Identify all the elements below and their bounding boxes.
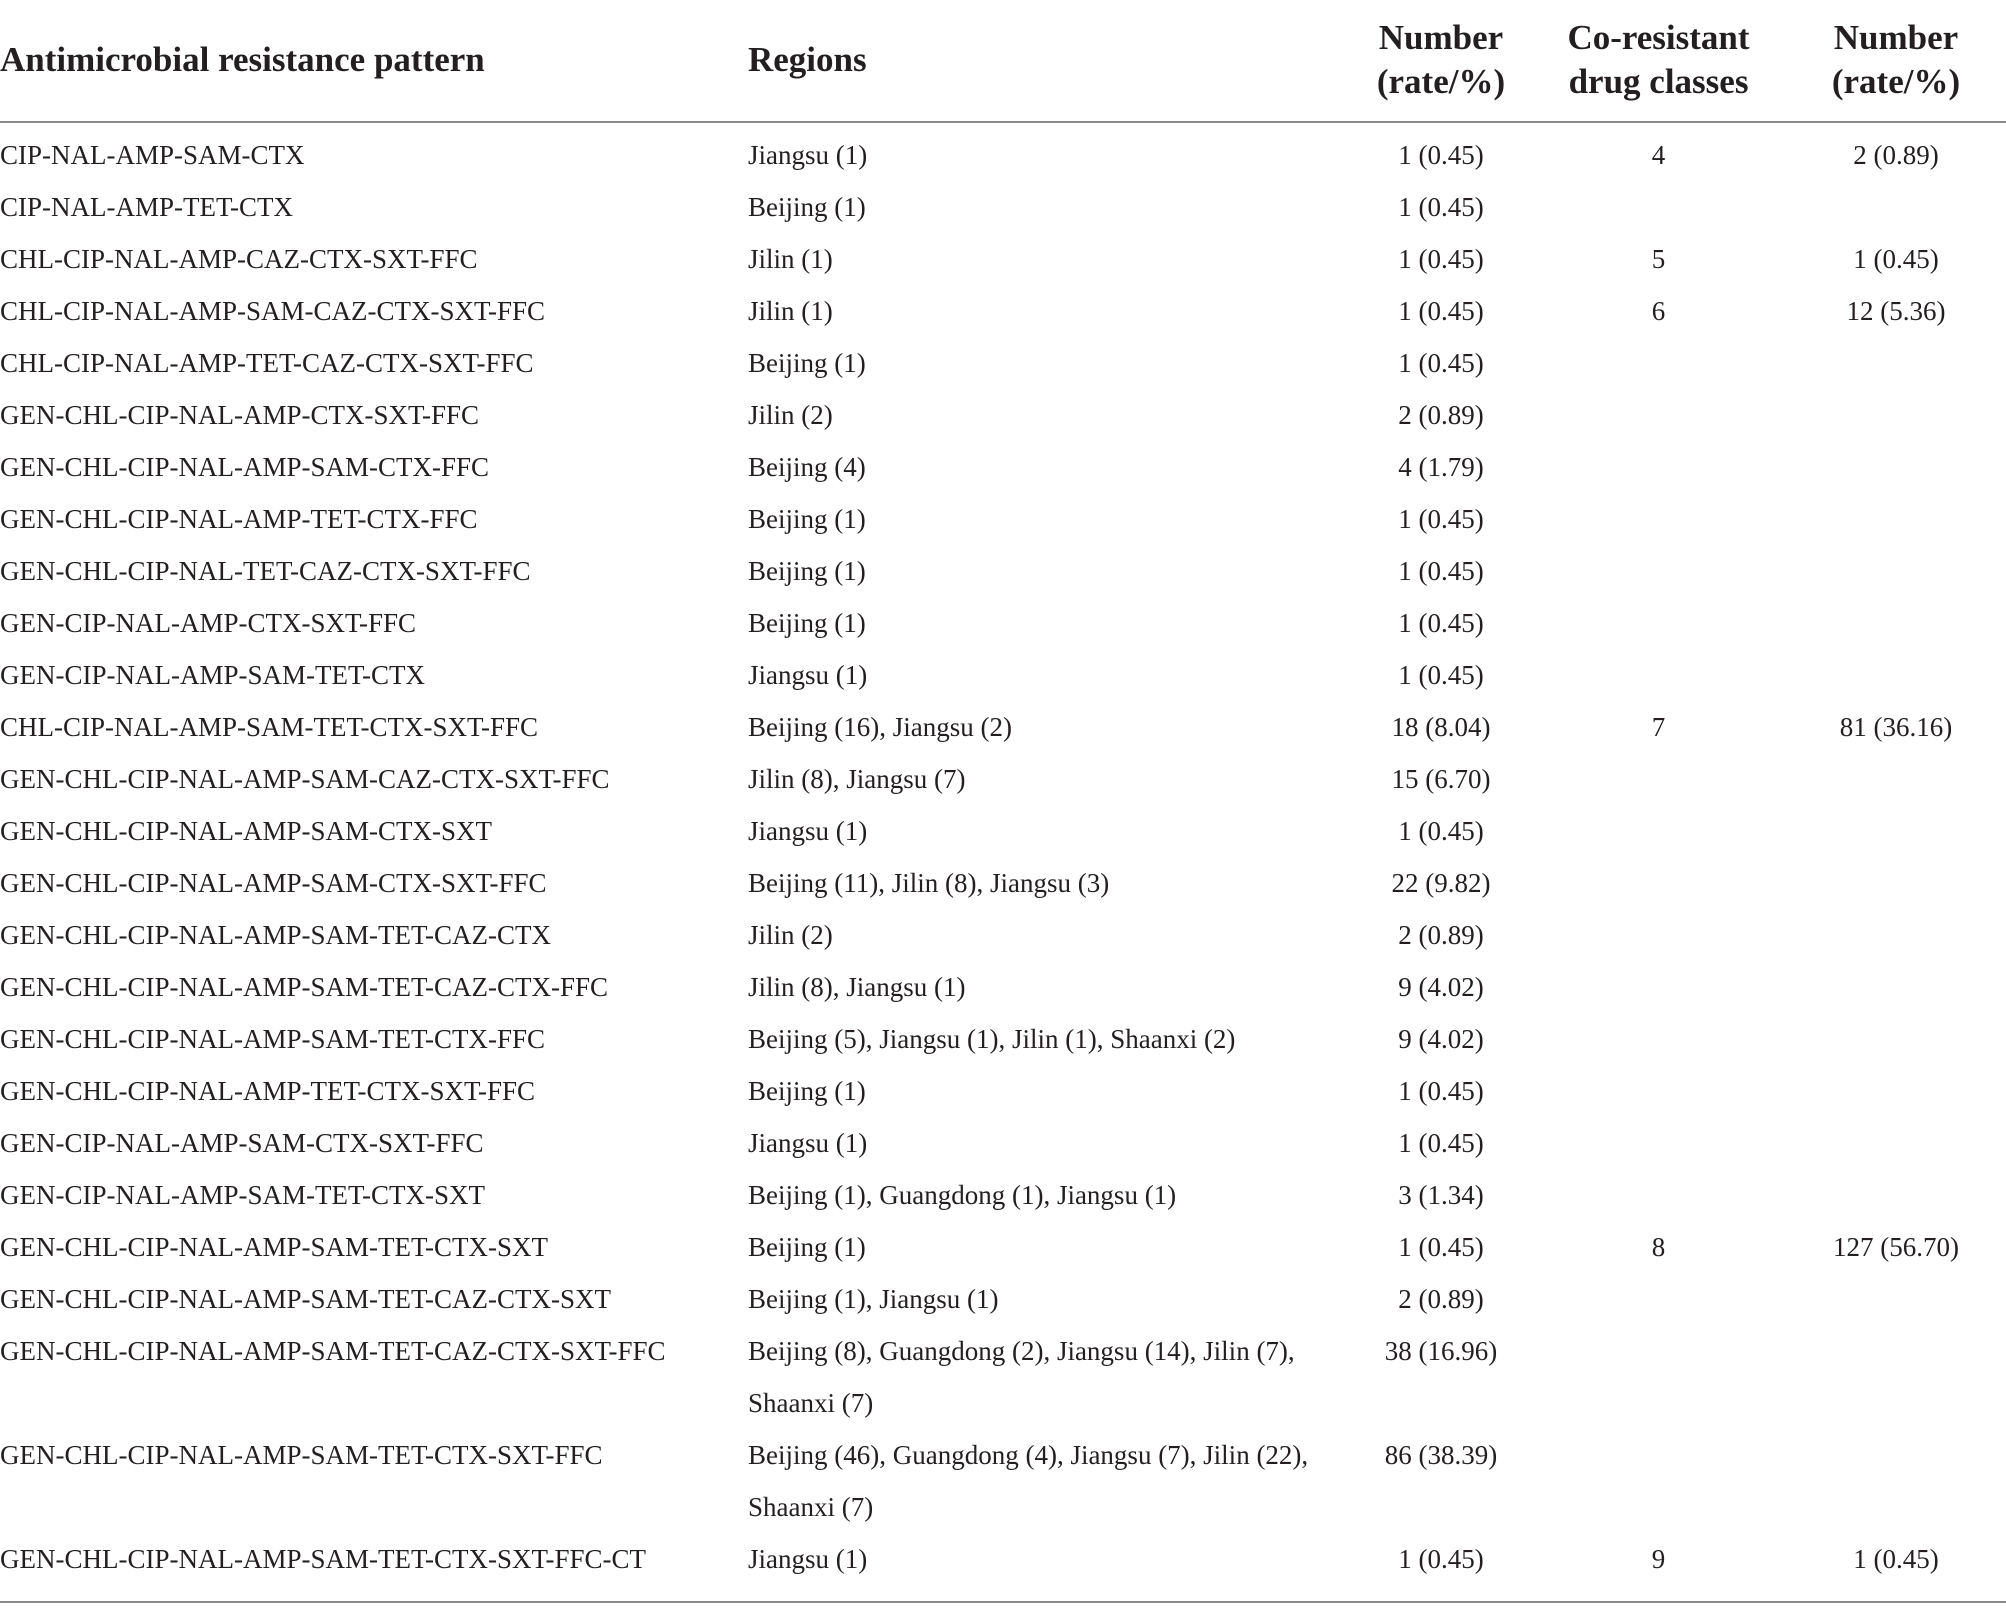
header-regions: Regions [748, 0, 1351, 122]
header-pattern: Antimicrobial resistance pattern [0, 0, 748, 122]
cell-pattern: GEN-CHL-CIP-NAL-AMP-SAM-CTX-SXT-FFC [0, 868, 547, 898]
table-row [0, 701, 2006, 753]
table-row [0, 961, 2006, 1013]
cell-number2 [1786, 493, 2006, 545]
header-number-line2: (rate/%) [1376, 61, 1506, 101]
cell-number: 1 (0.45) [1398, 608, 1484, 638]
cell-number: 1 (0.45) [1398, 1128, 1484, 1158]
table-row [0, 1013, 2006, 1065]
cell-regions: Jilin (1) [748, 244, 833, 274]
cell-classes [1531, 909, 1786, 961]
cell-classes: 4 [1651, 140, 1666, 170]
table-row [0, 753, 2006, 805]
cell-number2 [1786, 649, 2006, 701]
cell-regions: Jilin (2) [748, 920, 833, 950]
cell-classes [1531, 1325, 1786, 1429]
cell-number: 1 (0.45) [1398, 296, 1484, 326]
cell-pattern: GEN-CHL-CIP-NAL-AMP-SAM-TET-CTX-SXT-FFC [0, 1440, 603, 1470]
cell-pattern: GEN-CHL-CIP-NAL-AMP-TET-CTX-SXT-FFC [0, 1076, 536, 1106]
cell-number2 [1786, 337, 2006, 389]
table-row [0, 122, 2006, 181]
cell-number2: 2 (0.89) [1853, 140, 1939, 170]
cell-regions: Jilin (8), Jiangsu (7) [748, 764, 966, 794]
cell-regions: Jiangsu (1) [748, 1128, 868, 1158]
header-classes-line1: Co-resistant [1567, 17, 1750, 57]
cell-classes [1531, 1065, 1786, 1117]
table-row [0, 1429, 2006, 1533]
cell-pattern: GEN-CIP-NAL-AMP-SAM-TET-CTX-SXT [0, 1180, 485, 1210]
cell-number: 18 (8.04) [1391, 712, 1491, 742]
cell-number2 [1786, 1169, 2006, 1221]
header-number2-line1: Number [1833, 17, 1959, 57]
cell-number2 [1786, 909, 2006, 961]
cell-pattern: GEN-CHL-CIP-NAL-AMP-SAM-TET-CAZ-CTX [0, 920, 551, 950]
header-number [1351, 0, 1531, 122]
table-row [0, 285, 2006, 337]
cell-number2 [1786, 753, 2006, 805]
cell-pattern: GEN-CIP-NAL-AMP-SAM-CTX-SXT-FFC [0, 1128, 484, 1158]
cell-number: 3 (1.34) [1398, 1180, 1484, 1210]
cell-number: 86 (38.39) [1384, 1440, 1498, 1470]
cell-classes: 6 [1651, 296, 1666, 326]
cell-number: 2 (0.89) [1398, 920, 1484, 950]
table-row [0, 857, 2006, 909]
cell-number2: 127 (56.70) [1833, 1232, 1959, 1262]
cell-number: 9 (4.02) [1398, 1024, 1484, 1054]
cell-regions: Jiangsu (1) [748, 140, 868, 170]
cell-classes: 7 [1651, 712, 1666, 742]
table-row [0, 441, 2006, 493]
cell-number: 1 (0.45) [1398, 1076, 1484, 1106]
cell-number: 15 (6.70) [1391, 764, 1491, 794]
cell-pattern: CIP-NAL-AMP-TET-CTX [0, 192, 293, 222]
cell-classes: 8 [1651, 1232, 1666, 1262]
table-row [0, 909, 2006, 961]
cell-number2 [1786, 961, 2006, 1013]
table-row [0, 1325, 2006, 1429]
cell-classes [1531, 441, 1786, 493]
cell-number: 9 (4.02) [1398, 972, 1484, 1002]
cell-regions: Beijing (1) [748, 192, 866, 222]
cell-number2: 81 (36.16) [1839, 712, 1953, 742]
cell-pattern: CIP-NAL-AMP-SAM-CTX [0, 140, 305, 170]
cell-classes [1531, 1169, 1786, 1221]
cell-number: 1 (0.45) [1398, 140, 1484, 170]
cell-regions: Beijing (1), Jiangsu (1) [748, 1284, 999, 1314]
cell-pattern: CHL-CIP-NAL-AMP-TET-CAZ-CTX-SXT-FFC [0, 348, 534, 378]
cell-regions: Beijing (11), Jilin (8), Jiangsu (3) [748, 868, 1110, 898]
cell-classes [1531, 493, 1786, 545]
cell-classes [1531, 1013, 1786, 1065]
cell-classes [1531, 181, 1786, 233]
cell-classes [1531, 649, 1786, 701]
cell-number: 1 (0.45) [1398, 192, 1484, 222]
cell-regions: Beijing (1) [748, 1232, 866, 1262]
header-number2-line2: (rate/%) [1831, 61, 1961, 101]
cell-regions: Beijing (1) [748, 608, 866, 638]
cell-number2 [1786, 805, 2006, 857]
table-row [0, 545, 2006, 597]
cell-pattern: CHL-CIP-NAL-AMP-SAM-CAZ-CTX-SXT-FFC [0, 296, 546, 326]
header-row [0, 0, 2006, 122]
table-row [0, 233, 2006, 285]
cell-number2: 12 (5.36) [1846, 296, 1946, 326]
cell-number2 [1786, 857, 2006, 909]
cell-number2: 1 (0.45) [1853, 1544, 1939, 1574]
cell-number: 2 (0.89) [1398, 400, 1484, 430]
cell-classes [1531, 753, 1786, 805]
table-row [0, 1221, 2006, 1273]
cell-pattern: GEN-CHL-CIP-NAL-AMP-SAM-CTX-FFC [0, 452, 490, 482]
cell-classes: 5 [1651, 244, 1666, 274]
cell-classes [1531, 857, 1786, 909]
cell-number2 [1786, 545, 2006, 597]
cell-classes: 9 [1651, 1544, 1666, 1574]
header-classes [1531, 0, 1786, 122]
cell-number2: 1 (0.45) [1853, 244, 1939, 274]
cell-classes [1531, 337, 1786, 389]
cell-regions: Beijing (46), Guangdong (4), Jiangsu (7), Jilin (22), Shaanxi (7) [748, 1440, 1309, 1522]
cell-pattern: GEN-CHL-CIP-NAL-AMP-SAM-TET-CAZ-CTX-SXT-FFC [0, 1336, 666, 1366]
cell-number: 1 (0.45) [1398, 660, 1484, 690]
cell-pattern: GEN-CHL-CIP-NAL-AMP-TET-CTX-FFC [0, 504, 478, 534]
cell-number2 [1786, 1325, 2006, 1429]
cell-classes [1531, 1273, 1786, 1325]
cell-number: 22 (9.82) [1391, 868, 1491, 898]
cell-regions: Beijing (1) [748, 504, 866, 534]
cell-pattern: GEN-CHL-CIP-NAL-AMP-SAM-TET-CTX-SXT-FFC-CT [0, 1544, 647, 1574]
cell-pattern: GEN-CHL-CIP-NAL-AMP-SAM-TET-CTX-SXT [0, 1232, 548, 1262]
table-row [0, 649, 2006, 701]
cell-pattern: GEN-CHL-CIP-NAL-AMP-SAM-CAZ-CTX-SXT-FFC [0, 764, 610, 794]
cell-number: 1 (0.45) [1398, 244, 1484, 274]
cell-regions: Beijing (16), Jiangsu (2) [748, 712, 1012, 742]
cell-regions: Beijing (1) [748, 556, 866, 586]
cell-pattern: GEN-CHL-CIP-NAL-TET-CAZ-CTX-SXT-FFC [0, 556, 531, 586]
cell-number2 [1786, 441, 2006, 493]
cell-classes [1531, 1429, 1786, 1533]
header-classes-line2: drug classes [1568, 61, 1749, 101]
cell-regions: Jilin (1) [748, 296, 833, 326]
cell-number: 1 (0.45) [1398, 1544, 1484, 1574]
cell-pattern: GEN-CIP-NAL-AMP-CTX-SXT-FFC [0, 608, 417, 638]
table-row [0, 337, 2006, 389]
header-number2 [1786, 0, 2006, 122]
table-row [0, 1273, 2006, 1325]
header-number-line1: Number [1378, 17, 1504, 57]
cell-pattern: GEN-CHL-CIP-NAL-AMP-CTX-SXT-FFC [0, 400, 480, 430]
cell-regions: Jilin (8), Jiangsu (1) [748, 972, 966, 1002]
table-row [0, 1117, 2006, 1169]
cell-pattern: CHL-CIP-NAL-AMP-CAZ-CTX-SXT-FFC [0, 244, 478, 274]
table-row [0, 389, 2006, 441]
table-row [0, 1533, 2006, 1601]
cell-pattern: GEN-CIP-NAL-AMP-SAM-TET-CTX [0, 660, 425, 690]
cell-pattern: GEN-CHL-CIP-NAL-AMP-SAM-TET-CAZ-CTX-SXT [0, 1284, 611, 1314]
cell-classes [1531, 597, 1786, 649]
cell-number2 [1786, 1429, 2006, 1533]
cell-number: 38 (16.96) [1384, 1336, 1498, 1366]
cell-number: 1 (0.45) [1398, 556, 1484, 586]
cell-pattern: GEN-CHL-CIP-NAL-AMP-SAM-TET-CTX-FFC [0, 1024, 546, 1054]
cell-regions: Beijing (1) [748, 348, 866, 378]
cell-number2 [1786, 389, 2006, 441]
cell-regions: Jiangsu (1) [748, 816, 868, 846]
cell-regions: Beijing (1), Guangdong (1), Jiangsu (1) [748, 1180, 1177, 1210]
cell-pattern: CHL-CIP-NAL-AMP-SAM-TET-CTX-SXT-FFC [0, 712, 539, 742]
table-row [0, 1169, 2006, 1221]
cell-regions: Jiangsu (1) [748, 660, 868, 690]
cell-number2 [1786, 1117, 2006, 1169]
cell-number: 1 (0.45) [1398, 1232, 1484, 1262]
cell-pattern: GEN-CHL-CIP-NAL-AMP-SAM-CTX-SXT [0, 816, 492, 846]
table-body [0, 122, 2006, 1601]
cell-regions: Beijing (8), Guangdong (2), Jiangsu (14), Jilin (7), Shaanxi (7) [748, 1336, 1295, 1418]
cell-number2 [1786, 181, 2006, 233]
cell-number2 [1786, 1273, 2006, 1325]
table-row [0, 805, 2006, 857]
cell-number: 1 (0.45) [1398, 504, 1484, 534]
cell-regions: Jiangsu (1) [748, 1544, 868, 1574]
cell-number2 [1786, 1065, 2006, 1117]
cell-classes [1531, 1117, 1786, 1169]
table-bottom-rule [0, 1601, 2006, 1603]
cell-pattern: GEN-CHL-CIP-NAL-AMP-SAM-TET-CAZ-CTX-FFC [0, 972, 609, 1002]
table-row [0, 493, 2006, 545]
cell-number: 1 (0.45) [1398, 348, 1484, 378]
cell-classes [1531, 545, 1786, 597]
cell-regions: Beijing (1) [748, 1076, 866, 1106]
cell-number: 1 (0.45) [1398, 816, 1484, 846]
cell-regions: Jilin (2) [748, 400, 833, 430]
cell-number2 [1786, 1013, 2006, 1065]
cell-classes [1531, 961, 1786, 1013]
cell-classes [1531, 389, 1786, 441]
table-row [0, 597, 2006, 649]
cell-regions: Beijing (4) [748, 452, 866, 482]
cell-regions: Beijing (5), Jiangsu (1), Jilin (1), Shaanxi (2) [748, 1024, 1236, 1054]
cell-number: 4 (1.79) [1398, 452, 1484, 482]
table-row [0, 1065, 2006, 1117]
cell-classes [1531, 805, 1786, 857]
cell-number2 [1786, 597, 2006, 649]
table-header [0, 0, 2006, 122]
cell-number: 2 (0.89) [1398, 1284, 1484, 1314]
table-row [0, 181, 2006, 233]
